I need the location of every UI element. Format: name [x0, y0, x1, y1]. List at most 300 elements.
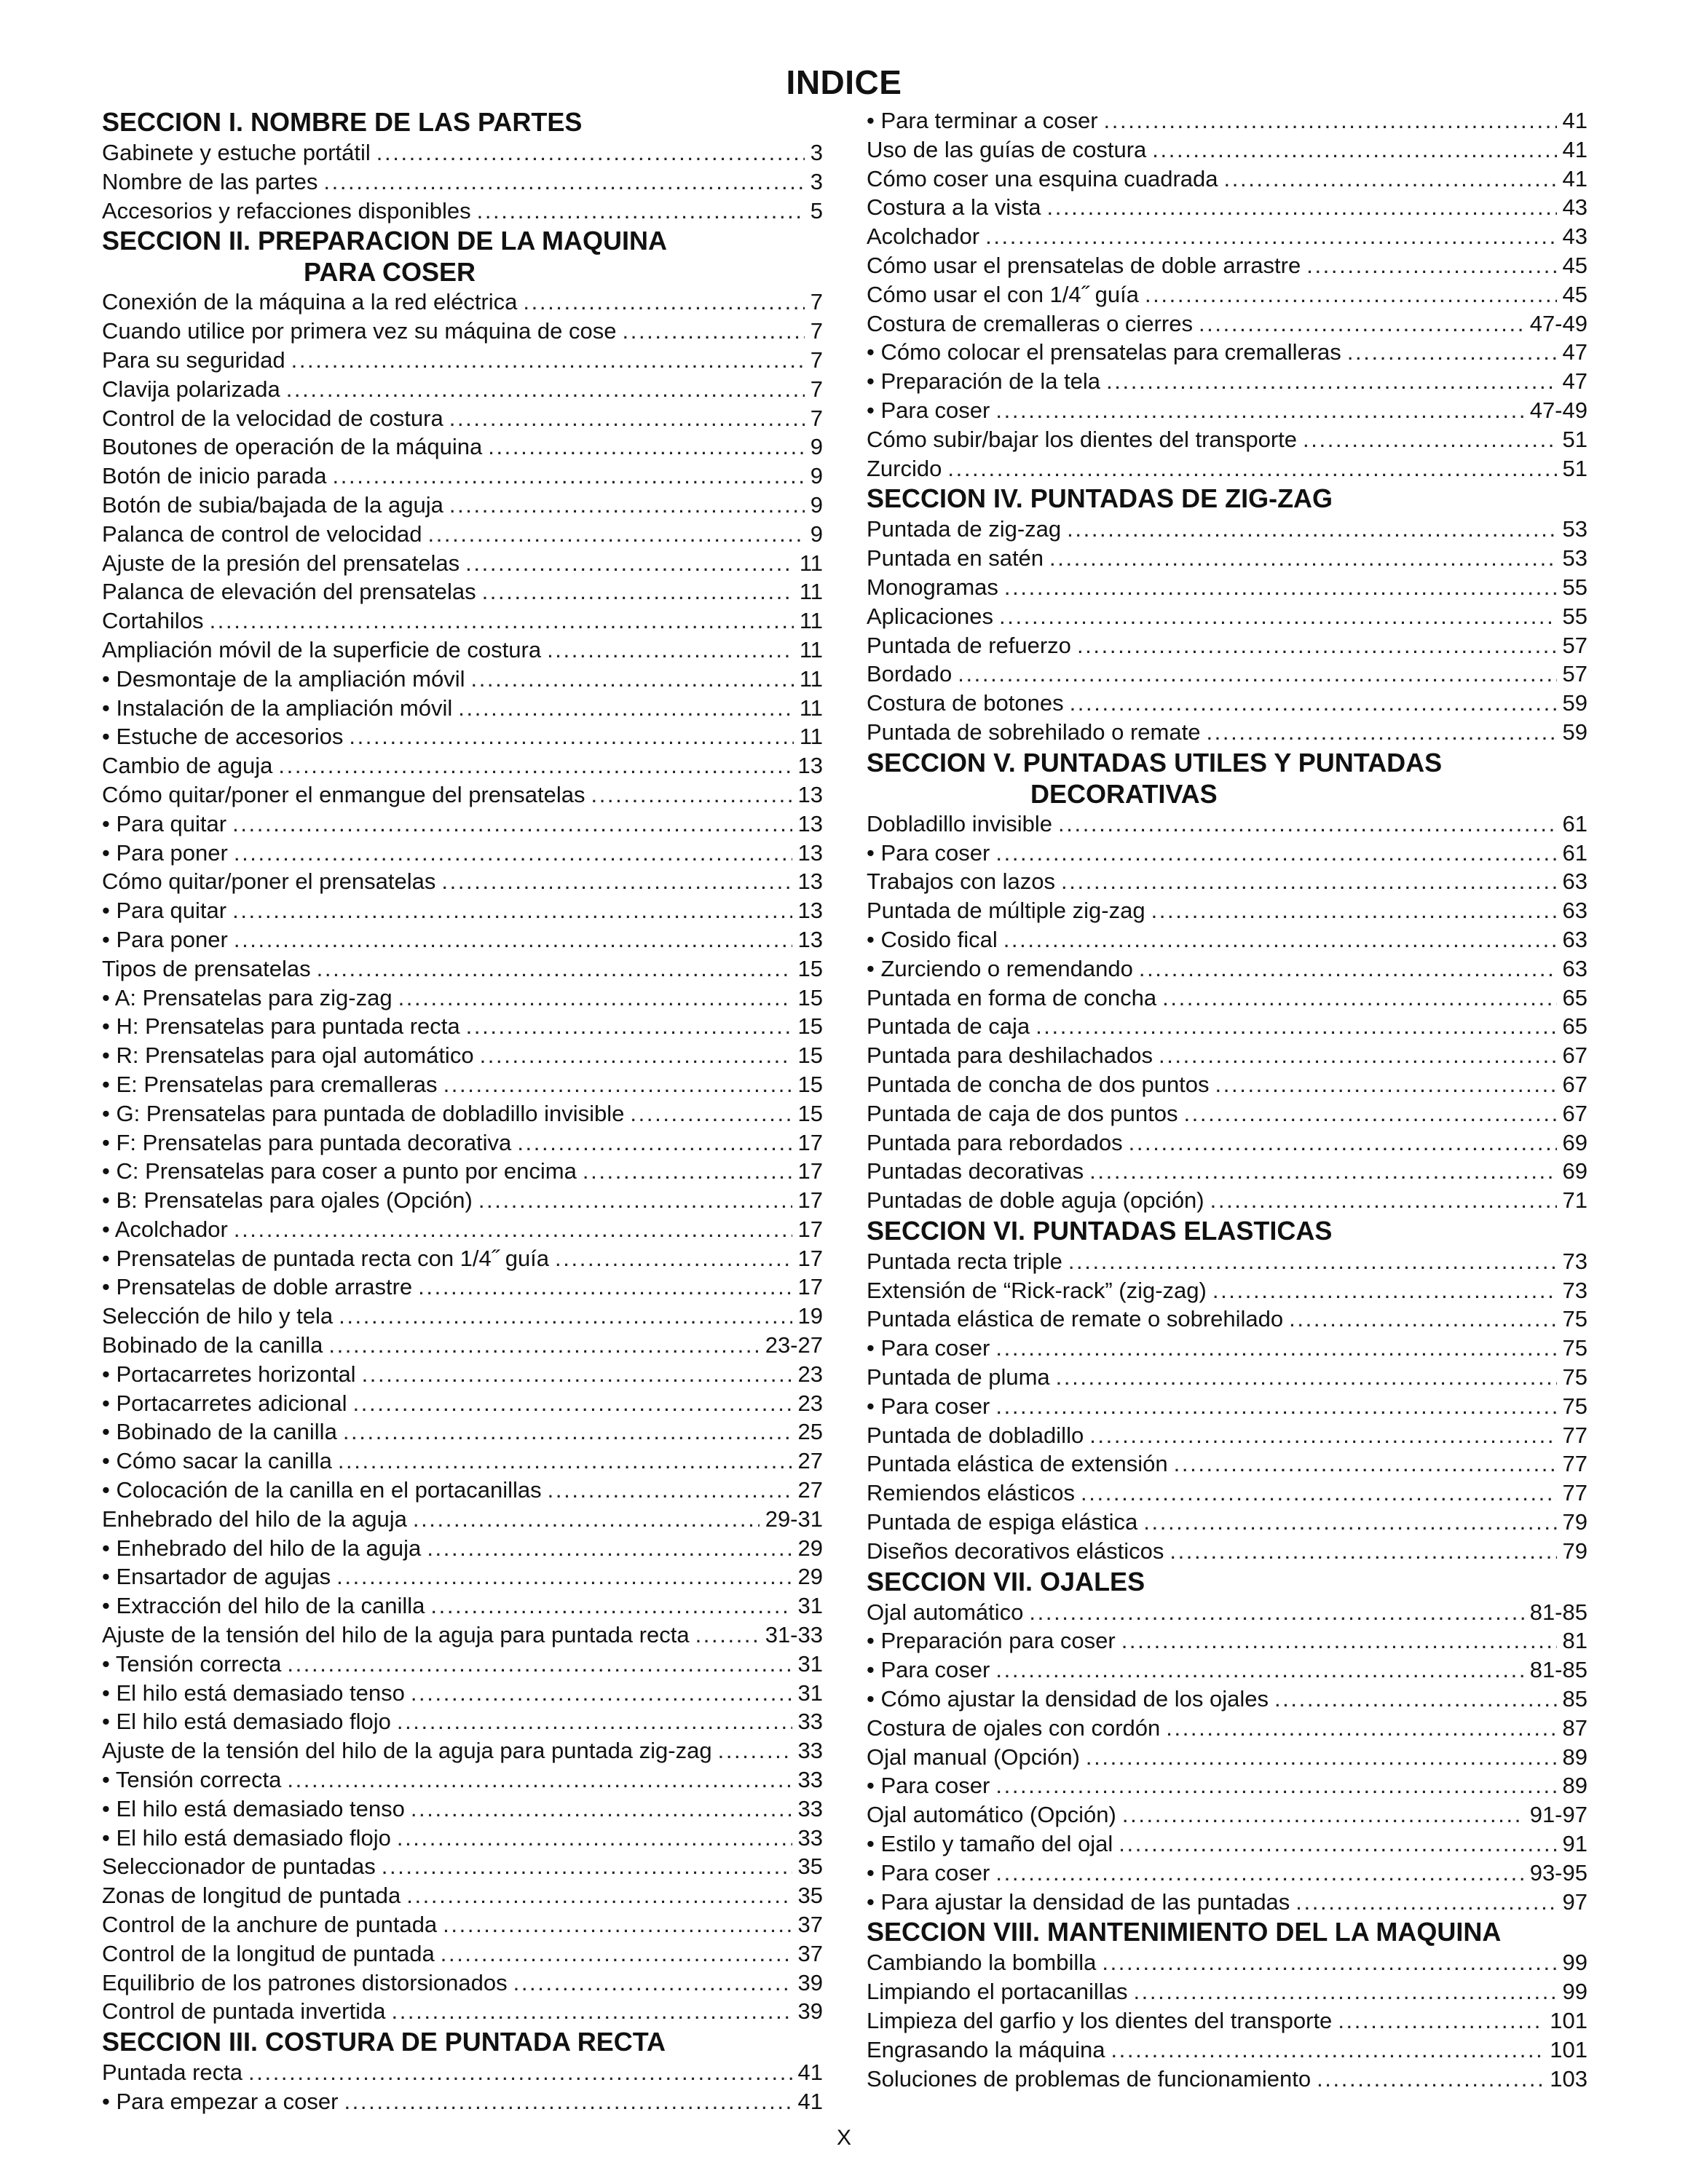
toc-entry — [102, 1331, 823, 1360]
toc-entry-label: Uso de las guías de costura — [867, 136, 1147, 162]
toc-entry-page: 9 — [810, 434, 823, 460]
toc-entry-page: 93-95 — [1529, 1859, 1588, 1886]
toc-entry-label: Accesorios y refacciones disponibles — [102, 197, 471, 223]
toc-entry-page: 11 — [799, 695, 823, 721]
dot-leader — [482, 577, 794, 606]
toc-entry-page: 7 — [810, 376, 823, 402]
toc-entry-label: • Colocación de la canilla en el portacanillas — [102, 1477, 542, 1503]
dot-leader — [999, 602, 1556, 631]
dot-leader — [328, 1331, 759, 1360]
dot-leader — [1003, 925, 1557, 954]
toc-entry-label: • Para coser — [867, 1657, 990, 1683]
toc-entry-label: • Bobinado de la canilla — [102, 1419, 337, 1445]
dot-leader — [441, 867, 792, 896]
toc-entry-page: 17 — [797, 1274, 823, 1300]
toc-entry-page: 33 — [797, 1824, 823, 1851]
toc-entry-label: Selección de hilo y tela — [102, 1303, 334, 1329]
toc-entry — [867, 251, 1588, 280]
toc-entry-label: Puntada elástica de remate o sobrehilado — [867, 1306, 1284, 1332]
toc-entry-label: Costura de cremalleras o cierres — [867, 310, 1193, 336]
toc-entry-label: Cortahilos — [102, 608, 204, 634]
dot-leader — [591, 780, 792, 810]
toc-entry-label: Cómo coser una esquina cuadrada — [867, 165, 1218, 191]
toc-entry-page: 11 — [799, 636, 823, 662]
toc-entry-label: • Cómo colocar el prensatelas para cremalleras — [867, 339, 1341, 365]
dot-leader — [1159, 1041, 1557, 1070]
toc-entry — [867, 1537, 1588, 1566]
toc-entry-page: 87 — [1562, 1714, 1588, 1741]
toc-entry — [867, 425, 1588, 454]
dot-leader — [1004, 573, 1557, 602]
toc-entry-page: 63 — [1562, 869, 1588, 895]
toc-entry — [102, 1215, 823, 1244]
toc-entry-page: 33 — [797, 1738, 823, 1764]
toc-entry — [867, 1743, 1588, 1772]
dot-leader — [1152, 135, 1556, 165]
toc-entry-page: 69 — [1562, 1158, 1588, 1184]
toc-entry — [102, 346, 823, 375]
toc-entry-page: 73 — [1562, 1248, 1588, 1274]
toc-entry — [867, 1421, 1588, 1450]
left-column — [102, 106, 823, 2116]
toc-entry — [867, 1948, 1588, 1977]
toc-entry-label: • Cómo ajustar la densidad de los ojales — [867, 1686, 1269, 1712]
dot-leader — [430, 1591, 792, 1621]
toc-entry — [867, 2006, 1588, 2035]
toc-entry-page: 79 — [1562, 1509, 1588, 1535]
toc-entry-page: 41 — [1562, 136, 1588, 162]
toc-entry-label: Costura de ojales con cordón — [867, 1714, 1161, 1741]
dot-leader — [1086, 1743, 1557, 1772]
toc-entry-label: Aplicaciones — [867, 603, 994, 629]
dot-leader — [517, 1128, 792, 1158]
toc-entry — [102, 1707, 823, 1736]
toc-entry-page: 57 — [1562, 661, 1588, 687]
toc-entry — [867, 222, 1588, 251]
toc-entry — [867, 896, 1588, 925]
dot-leader — [1129, 1128, 1557, 1158]
section-heading: SECCION VIII. MANTENIMIENTO DEL LA MAQUINA — [867, 1917, 1502, 1947]
toc-entry — [867, 839, 1588, 868]
toc-entry-label: Nombre de las partes — [102, 168, 318, 194]
toc-entry-label: Extensión de “Rick-rack” (zig-zag) — [867, 1277, 1207, 1303]
toc-entry — [867, 309, 1588, 339]
dot-leader — [466, 1012, 792, 1041]
toc-entry-label: Bobinado de la canilla — [102, 1332, 323, 1358]
dot-leader — [958, 660, 1556, 689]
toc-entry-label: Puntada de caja — [867, 1013, 1030, 1040]
toc-entry — [867, 1276, 1588, 1305]
toc-entry-label: Puntada elástica de extensión — [867, 1451, 1168, 1477]
dot-leader — [338, 1447, 792, 1476]
toc-entry-label: • Para ajustar la densidad de las puntadas — [867, 1888, 1290, 1915]
toc-entry-label: Puntada de múltiple zig-zag — [867, 898, 1145, 924]
dot-leader — [465, 549, 794, 578]
toc-entry-label: Para su seguridad — [102, 347, 285, 373]
dot-leader — [513, 1969, 792, 1998]
toc-entry-label: Puntada de pluma — [867, 1364, 1050, 1390]
toc-entry-page: 97 — [1562, 1888, 1588, 1915]
toc-entry-page: 99 — [1562, 1979, 1588, 2005]
dot-leader — [1215, 1070, 1557, 1099]
toc-entry-page: 35 — [797, 1853, 823, 1880]
dot-leader — [548, 1476, 792, 1505]
toc-entry — [102, 577, 823, 606]
toc-entry — [102, 810, 823, 839]
toc-entry — [867, 1800, 1588, 1829]
toc-entry-page: 51 — [1562, 455, 1588, 481]
toc-entry — [102, 694, 823, 723]
dot-leader — [1111, 2035, 1544, 2065]
toc-entry-label: Diseños decorativos elásticos — [867, 1538, 1164, 1564]
section-heading: SECCION IV. PUNTADAS DE ZIG-ZAG — [867, 483, 1333, 514]
toc-entry-page: 15 — [797, 1100, 823, 1126]
dot-leader — [1036, 1012, 1556, 1041]
toc-entry-page: 31 — [797, 1593, 823, 1619]
toc-entry-page: 65 — [1562, 1013, 1588, 1040]
toc-entry — [867, 1888, 1588, 1917]
dot-leader — [947, 454, 1556, 483]
toc-entry — [867, 1626, 1588, 1655]
toc-entry — [867, 280, 1588, 309]
dot-leader — [449, 404, 805, 433]
toc-entry — [867, 338, 1588, 367]
toc-entry-label: • Enhebrado del hilo de la aguja — [102, 1535, 422, 1561]
toc-entry — [102, 1621, 823, 1650]
dot-leader — [413, 1505, 760, 1534]
dot-leader — [480, 1041, 792, 1070]
toc-entry-page: 29 — [797, 1535, 823, 1561]
toc-entry-page: 9 — [810, 463, 823, 489]
toc-entry-label: Cuando utilice por primera vez su máquina de cose — [102, 318, 617, 344]
toc-entry — [102, 839, 823, 868]
toc-entry — [867, 1157, 1588, 1186]
dot-leader — [1210, 1186, 1557, 1215]
toc-entry-page: 43 — [1562, 223, 1588, 250]
toc-entry-page: 101 — [1550, 2008, 1588, 2034]
toc-entry — [102, 780, 823, 810]
dot-leader — [1338, 2006, 1544, 2035]
toc-entry-page: 33 — [797, 1709, 823, 1735]
toc-entry-label: Zurcido — [867, 455, 942, 481]
dot-leader — [523, 288, 804, 317]
toc-entry-label: Remiendos elásticos — [867, 1480, 1076, 1506]
toc-entry-label: Ajuste de la tensión del hilo de la aguja para puntada zig-zag — [102, 1738, 712, 1764]
dot-leader — [427, 520, 804, 549]
toc-entry-page: 27 — [797, 1448, 823, 1474]
toc-entry-page: 31-33 — [765, 1622, 823, 1648]
toc-entry-label: Costura de botones — [867, 690, 1064, 716]
toc-entry — [867, 2065, 1588, 2094]
dot-leader — [441, 1939, 792, 1969]
toc-entry-page: 91 — [1562, 1831, 1588, 1857]
toc-entry-page: 11 — [799, 665, 823, 692]
toc-entry-label: • Para poner — [102, 839, 228, 866]
toc-entry-page: 13 — [797, 753, 823, 779]
toc-entry-label: • Para coser — [867, 397, 990, 423]
toc-entry-label: Puntada en forma de concha — [867, 984, 1157, 1010]
dot-leader — [1029, 1598, 1523, 1627]
toc-entry-label: Puntadas decorativas — [867, 1158, 1084, 1184]
dot-leader — [1106, 367, 1556, 396]
toc-entry — [102, 984, 823, 1013]
toc-entry-label: Ajuste de la tensión del hilo de la aguja para puntada recta — [102, 1622, 690, 1648]
dot-leader — [1047, 193, 1557, 222]
dot-leader — [555, 1244, 792, 1273]
dot-leader — [1070, 689, 1557, 718]
dot-leader — [995, 1392, 1556, 1421]
toc-entry — [102, 722, 823, 751]
dot-leader — [488, 432, 805, 462]
toc-entry-page: 75 — [1562, 1306, 1588, 1332]
dot-leader — [418, 1273, 792, 1302]
dot-leader — [1224, 165, 1557, 194]
toc-entry — [102, 1099, 823, 1128]
toc-entry-label: • Desmontaje de la ampliación móvil — [102, 665, 465, 692]
toc-entry-page: 75 — [1562, 1335, 1588, 1361]
toc-entry — [102, 520, 823, 549]
toc-entry-label: Cambio de aguja — [102, 753, 273, 779]
toc-entry — [102, 1562, 823, 1591]
toc-entry-label: Puntada de sobrehilado o remate — [867, 719, 1201, 745]
toc-entry-page: 9 — [810, 521, 823, 547]
toc-entry-page: 71 — [1562, 1187, 1588, 1214]
dot-leader — [234, 1215, 792, 1244]
toc-entry — [867, 106, 1588, 135]
dot-leader — [398, 984, 792, 1013]
dot-leader — [286, 375, 805, 404]
dot-leader — [995, 839, 1556, 868]
toc-entry-page: 45 — [1562, 252, 1588, 278]
toc-entry-page: 17 — [797, 1158, 823, 1184]
toc-entry-label: Puntada recta — [102, 2060, 243, 2086]
toc-entry — [102, 636, 823, 665]
toc-entry-label: • Para terminar a coser — [867, 108, 1098, 133]
dot-leader — [443, 1910, 792, 1939]
toc-entry — [867, 631, 1588, 660]
toc-entry-page: 61 — [1562, 839, 1588, 866]
toc-entry — [102, 1881, 823, 1910]
toc-entry — [867, 367, 1588, 396]
toc-entry — [867, 1829, 1588, 1859]
toc-entry-page: 103 — [1550, 2065, 1588, 2092]
toc-entry-label: Puntada de espiga elástica — [867, 1509, 1138, 1535]
toc-entry-label: Botón de subia/bajada de la aguja — [102, 491, 443, 518]
toc-entry — [102, 1041, 823, 1070]
toc-entry-page: 13 — [797, 839, 823, 866]
dot-leader — [995, 1334, 1556, 1363]
toc-entry-label: • Tensión correcta — [102, 1650, 282, 1677]
toc-entry-page: 57 — [1562, 632, 1588, 658]
toc-entry-page: 11 — [799, 724, 823, 750]
dot-leader — [343, 1417, 792, 1447]
toc-entry-label: • A: Prensatelas para zig-zag — [102, 984, 393, 1010]
toc-entry-page: 33 — [797, 1795, 823, 1821]
toc-entry-label: • Estilo y tamaño del ojal — [867, 1831, 1113, 1857]
toc-entry-label: • Prensatelas de puntada recta con 1/4˝ guía — [102, 1245, 550, 1271]
toc-entry-label: Puntada de concha de dos puntos — [867, 1071, 1210, 1097]
toc-entry-page: 37 — [797, 1940, 823, 1966]
toc-entry-label: • C: Prensatelas para coser a punto por encima — [102, 1158, 577, 1184]
toc-entry-page: 43 — [1562, 194, 1588, 221]
dot-leader — [323, 167, 804, 197]
toc-entry-page: 31 — [797, 1679, 823, 1706]
dot-leader — [1347, 338, 1557, 367]
dot-leader — [1289, 1305, 1556, 1334]
dot-leader — [291, 346, 805, 375]
toc-entry — [102, 1591, 823, 1621]
toc-entry-page: 11 — [799, 579, 823, 605]
toc-entry-page: 39 — [797, 1969, 823, 1995]
toc-entry-label: • H: Prensatelas para puntada recta — [102, 1013, 460, 1040]
toc-entry-label: Costura a la vista — [867, 194, 1041, 221]
dot-leader — [1151, 896, 1557, 925]
toc-entry-label: • Prensatelas de doble arrastre — [102, 1274, 413, 1300]
toc-entry — [102, 954, 823, 984]
dot-leader — [406, 1881, 792, 1910]
toc-entry-label: Botón de inicio parada — [102, 463, 327, 489]
dot-leader — [397, 1707, 792, 1736]
toc-entry-label: Puntada de zig-zag — [867, 516, 1062, 542]
dot-leader — [458, 694, 794, 723]
dot-leader — [1306, 251, 1556, 280]
toc-entry-label: Puntada de refuerzo — [867, 632, 1071, 658]
toc-entry-label: • Acolchador — [102, 1216, 228, 1242]
toc-entry — [102, 404, 823, 433]
dot-leader — [1295, 1888, 1556, 1917]
dot-leader — [376, 138, 805, 167]
toc-entry-label: • F: Prensatelas para puntada decorativa — [102, 1129, 512, 1155]
page-title: INDICE — [786, 63, 902, 101]
toc-entry — [102, 1650, 823, 1679]
toc-entry — [867, 689, 1588, 718]
dot-leader — [1067, 515, 1556, 544]
toc-entry-page: 13 — [797, 781, 823, 807]
dot-leader — [287, 1650, 792, 1679]
dot-leader — [234, 839, 792, 868]
toc-entry-label: • El hilo está demasiado flojo — [102, 1709, 391, 1735]
dot-leader — [411, 1795, 792, 1824]
dot-leader — [443, 1070, 792, 1099]
toc-entry-page: 7 — [810, 318, 823, 344]
toc-entry-page: 7 — [810, 405, 823, 431]
toc-entry-label: • Preparación de la tela — [867, 368, 1101, 395]
toc-entry-page: 75 — [1562, 1393, 1588, 1419]
toc-entry — [867, 602, 1588, 631]
dot-leader — [234, 925, 792, 954]
toc-entry-page: 47-49 — [1529, 310, 1588, 336]
dot-leader — [985, 222, 1556, 251]
toc-entry-page: 31 — [797, 1650, 823, 1677]
section-heading: SECCION III. COSTURA DE PUNTADA RECTA — [102, 2027, 666, 2057]
dot-leader — [1139, 954, 1557, 984]
dot-leader — [695, 1621, 760, 1650]
toc-entry-page: 23-27 — [765, 1332, 823, 1358]
toc-entry — [102, 1939, 823, 1969]
toc-entry-page: 77 — [1562, 1480, 1588, 1506]
toc-entry-label: Zonas de longitud de puntada — [102, 1883, 401, 1909]
toc-entry-label: Cómo quitar/poner el enmangue del prensatelas — [102, 781, 585, 807]
toc-entry — [102, 2087, 823, 2116]
dot-leader — [1162, 984, 1556, 1013]
toc-entry — [102, 665, 823, 694]
toc-entry-label: • Portacarretes adicional — [102, 1390, 347, 1416]
toc-entry-label: Acolchador — [867, 223, 980, 250]
toc-entry-page: 11 — [799, 608, 823, 634]
toc-entry-label: Cómo usar el prensatelas de doble arrastre — [867, 252, 1301, 278]
toc-entry-label: • El hilo está demasiado flojo — [102, 1824, 391, 1851]
toc-entry — [867, 1508, 1588, 1537]
toc-entry — [102, 751, 823, 780]
toc-entry-page: 17 — [797, 1187, 823, 1214]
toc-entry — [867, 165, 1588, 194]
dot-leader — [478, 1186, 792, 1215]
dot-leader — [1104, 106, 1557, 135]
toc-entry — [102, 867, 823, 896]
toc-entry-label: Gabinete y estuche portátil — [102, 140, 371, 165]
toc-entry — [102, 288, 823, 317]
toc-entry-page: 17 — [797, 1245, 823, 1271]
toc-entry-page: 15 — [797, 1013, 823, 1040]
toc-entry-page: 27 — [797, 1477, 823, 1503]
dot-leader — [1058, 810, 1556, 839]
toc-entry-page: 23 — [797, 1390, 823, 1416]
toc-entry-page: 81-85 — [1529, 1657, 1588, 1683]
toc-entry — [102, 138, 823, 167]
toc-entry-page: 35 — [797, 1883, 823, 1909]
toc-entry-label: • Preparación para coser — [867, 1628, 1116, 1654]
dot-leader — [1199, 309, 1524, 339]
toc-entry-label: Boutones de operación de la máquina — [102, 434, 483, 460]
section-heading: DECORATIVAS — [1030, 778, 1218, 809]
toc-entry-page: 73 — [1562, 1277, 1588, 1303]
toc-entry-page: 89 — [1562, 1773, 1588, 1799]
toc-entry-page: 53 — [1562, 545, 1588, 571]
toc-entry — [102, 375, 823, 404]
dot-leader — [1174, 1449, 1557, 1479]
toc-entry-label: • Para coser — [867, 1335, 990, 1361]
toc-entry — [102, 1157, 823, 1186]
toc-entry — [867, 867, 1588, 896]
toc-entry-label: Palanca de elevación del prensatelas — [102, 579, 476, 605]
toc-entry — [867, 1334, 1588, 1363]
toc-entry-label: • G: Prensatelas para puntada de dobladillo invisible — [102, 1100, 625, 1126]
toc-entry-page: 17 — [797, 1129, 823, 1155]
toc-entry-page: 23 — [797, 1361, 823, 1387]
toc-entry — [102, 2058, 823, 2087]
toc-entry-label: • Zurciendo o remendando — [867, 955, 1133, 981]
toc-entry-label: • R: Prensatelas para ojal automático — [102, 1042, 474, 1069]
toc-entry — [867, 1012, 1588, 1041]
toc-entry — [867, 1247, 1588, 1276]
toc-entry — [102, 1389, 823, 1418]
toc-entry-page: 77 — [1562, 1422, 1588, 1448]
toc-entry-page: 25 — [797, 1419, 823, 1445]
dot-leader — [1206, 718, 1556, 747]
toc-entry-label: Equilibrio de los patrones distorsionados — [102, 1969, 508, 1995]
toc-entry — [102, 925, 823, 954]
toc-entry-label: • B: Prensatelas para ojales (Opción) — [102, 1187, 473, 1214]
toc-entry — [867, 954, 1588, 984]
toc-entry-page: 53 — [1562, 516, 1588, 542]
toc-entry-page: 61 — [1562, 810, 1588, 836]
dot-leader — [1049, 544, 1556, 573]
toc-entry-page: 33 — [797, 1767, 823, 1793]
toc-entry-label: • El hilo está demasiado tenso — [102, 1679, 405, 1706]
dot-leader — [995, 1771, 1556, 1800]
toc-entry-page: 59 — [1562, 719, 1588, 745]
toc-entry-page: 3 — [810, 140, 823, 165]
